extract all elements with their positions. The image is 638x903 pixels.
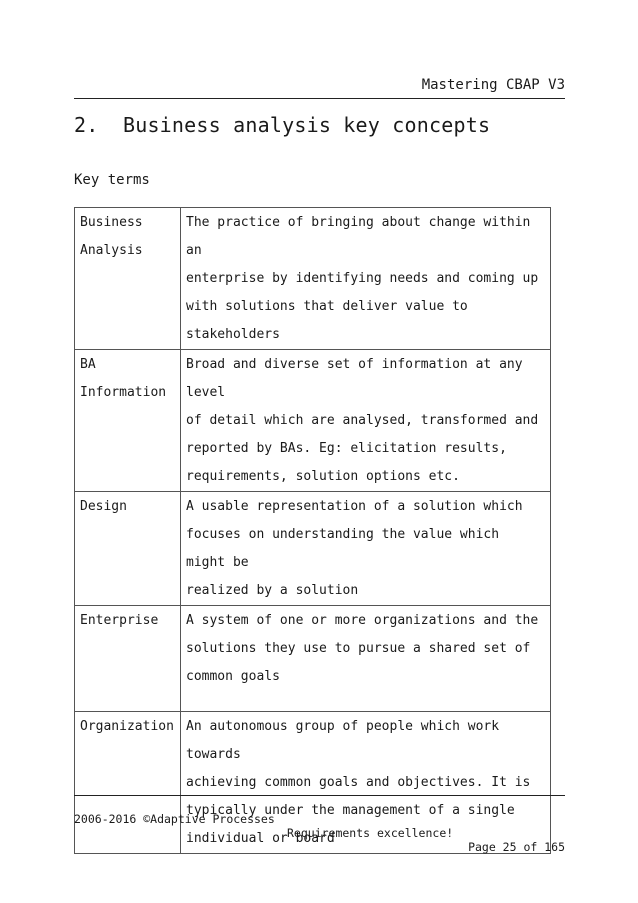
- term-line: Analysis: [80, 243, 143, 258]
- term-line: Business: [80, 215, 143, 230]
- term-row: [75, 350, 551, 492]
- definition-cell: [181, 606, 551, 712]
- footer-tagline: Requirements excellence!: [287, 826, 454, 840]
- term-cell: [75, 208, 181, 350]
- footer-page-number: Page 25 of 165: [468, 840, 565, 854]
- definition-line: individual or board: [186, 831, 335, 846]
- definition-cell: [181, 492, 551, 606]
- definition-cell: [181, 208, 551, 350]
- term-line: Enterprise: [80, 613, 159, 628]
- term-line: Design: [80, 499, 127, 514]
- definition-line: enterprise by identifying needs and coming up: [186, 271, 539, 286]
- definition-line: typically under the management of a single: [186, 803, 515, 818]
- definition-line: reported by BAs. Eg: elicitation results,: [186, 441, 507, 456]
- footer-divider: [74, 795, 565, 796]
- definition-line: The practice of bringing about change within an: [186, 215, 531, 258]
- definition-cell: [181, 350, 551, 492]
- header-divider: [74, 98, 565, 99]
- term-cell: [75, 492, 181, 606]
- key-terms-heading: Key terms: [74, 172, 150, 188]
- definition-line: focuses on understanding the value which might be: [186, 527, 500, 570]
- running-header: Mastering CBAP V3: [421, 77, 565, 93]
- definition-line: A usable representation of a solution which: [186, 499, 523, 514]
- definition-line: An autonomous group of people which work towards: [186, 719, 500, 762]
- definition-line: A system of one or more organizations and the: [186, 613, 539, 628]
- definition-line: common goals: [186, 669, 280, 684]
- term-line: Organization: [80, 719, 174, 734]
- term-cell: [75, 350, 181, 492]
- term-line: Information: [80, 385, 167, 400]
- section-title: 2. Business analysis key concepts: [74, 113, 491, 137]
- definition-line: with solutions that deliver value to stakeholders: [186, 299, 468, 342]
- term-row: [75, 606, 551, 712]
- key-terms-table: [74, 207, 551, 854]
- footer-copyright: 2006-2016 ©Adaptive Processes: [74, 812, 275, 826]
- term-row: [75, 492, 551, 606]
- definition-line: realized by a solution: [186, 583, 359, 598]
- term-line: BA: [80, 357, 96, 372]
- page-footer: [74, 798, 565, 868]
- definition-line: achieving common goals and objectives. It is: [186, 775, 531, 790]
- definition-line: solutions they use to pursue a shared set of: [186, 641, 531, 656]
- definition-line: Broad and diverse set of information at any level: [186, 357, 523, 400]
- definition-line: of detail which are analysed, transformed and: [186, 413, 539, 428]
- key-terms-table-body: [75, 208, 551, 854]
- definition-line: requirements, solution options etc.: [186, 469, 460, 484]
- term-row: [75, 208, 551, 350]
- term-cell: [75, 606, 181, 712]
